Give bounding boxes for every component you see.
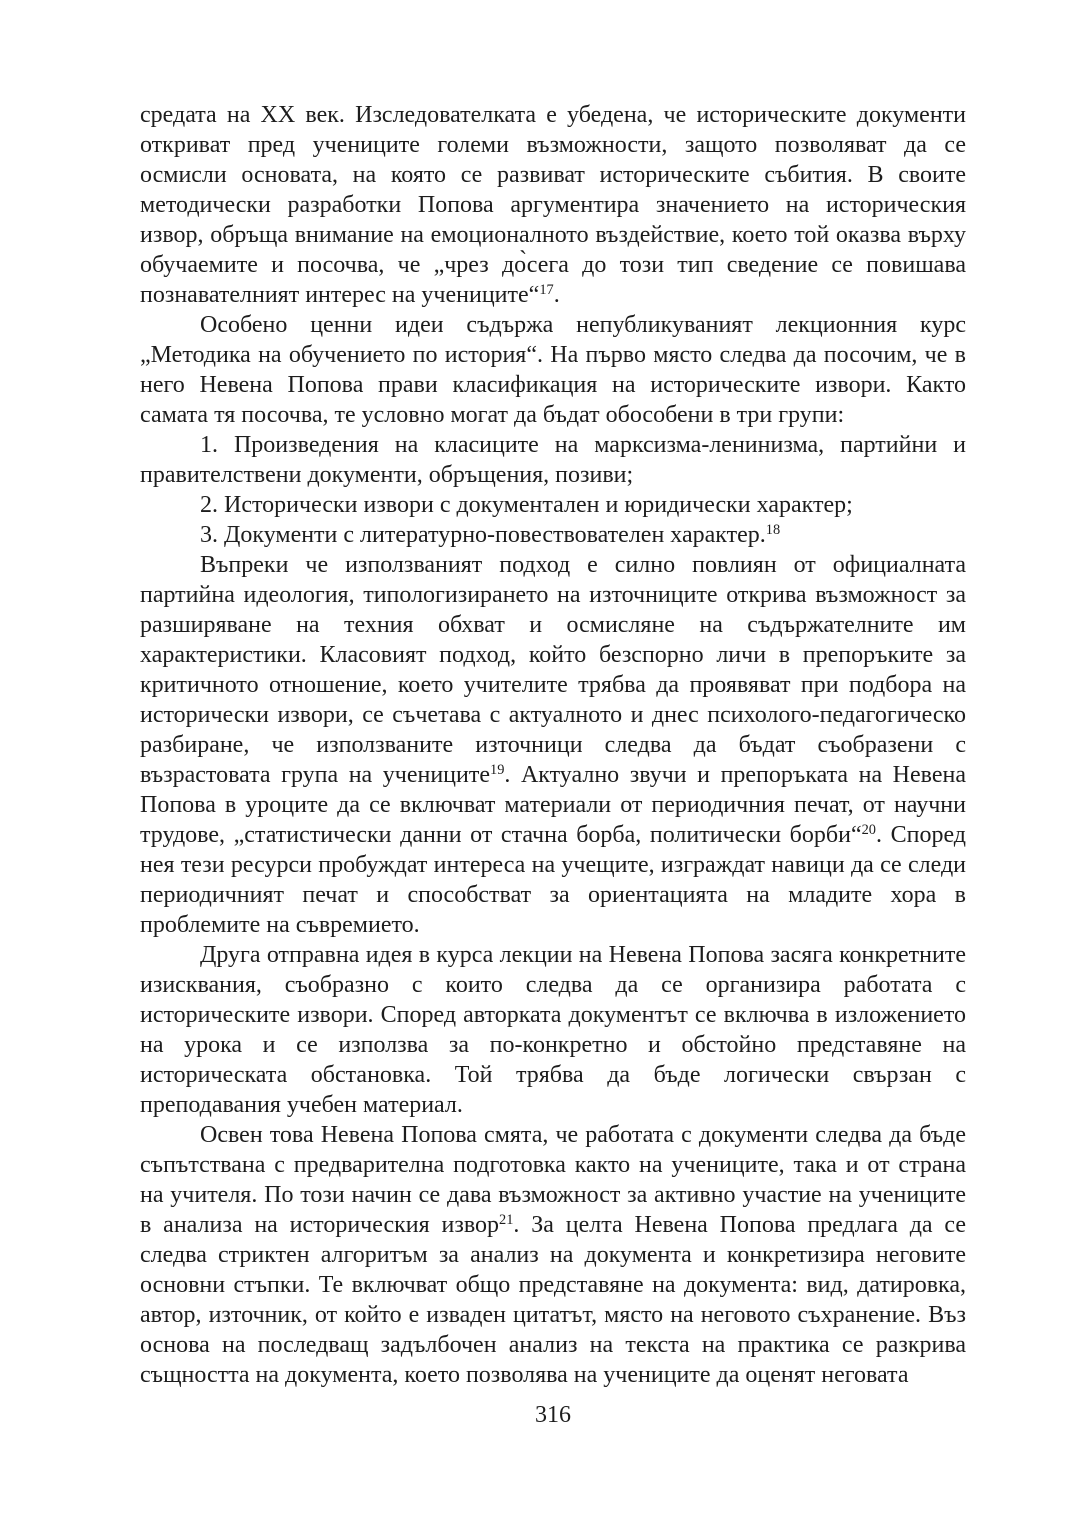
paragraph: Освен това Невена Попова смята, че работата с документи следва да бъде съпътствана с предварителна подготовка както на учениците, така и от страна на учителя. По този начин се дава възможност за активно участие на учениците в анализа на историческия извор$^{21}$. За целта Невена Попова предлага да се следва стриктен алгоритъм за анализ на документа и конкретизира неговите основни стъпки. Те включват общо представяне на документа: вид, датировка, автор, източник, от който е изваден цитатът, място на неговото съхранение. Въз основа на последващ задълбочен анализ на текста на практика се разкрива същността на документа, което позволява на учениците да оценят неговата bbox=[140, 1122, 966, 1388]
paragraph: 3. Документи с литературно-повествователен характер.$^{18}$ bbox=[200, 522, 781, 548]
page-number: 316 bbox=[535, 1402, 571, 1428]
page-text bbox=[140, 100, 966, 1390]
footnote-ref: 19 bbox=[490, 762, 505, 779]
footnote-ref: 18 bbox=[765, 522, 781, 539]
footnote-ref: 20 bbox=[861, 822, 876, 839]
paragraph: средата на ХХ век. Изследователката е убедена, че историческите документи откриват пред учениците големи възможности, защото позволяват да се осмисли основата, на която се развиват историческите събития. В своите методически разработки Попова аргументира значението на историческия извор, обръща внимание на емоционалното въздействие, което той оказва върху обучаемите и посочва, че „чрез до̀сега до този тип сведение се повишава познавателният интерес на учениците“$^{17}$. bbox=[140, 102, 966, 308]
paragraph: 2. Исторически извори с документален и юридически характер; bbox=[200, 492, 853, 518]
paragraph: 1. Произведения на класиците на марксизма-ленинизма, партийни и правителствени документи, обръщения, позиви; bbox=[140, 432, 966, 488]
footnote-ref: 21 bbox=[499, 1212, 514, 1229]
paragraph: Друга отправна идея в курса лекции на Невена Попова засяга конкретните изисквания, съобразно с които следва да се организира работата с историческите извори. Според авторката документът се включва в изложението на урока и се използва за по-конкретно и обстойно представяне на историческата обстановка. Той трябва да бъде логически свързан с преподавания учебен материал. bbox=[140, 942, 966, 1118]
paragraph: Въпреки че използваният подход е силно повлиян от официалната партийна идеология, типологизирането на източниците открива възможност за разширяване на техния обхват и осмисляне на съдържателните им характеристики. Класовият подход, който безспорно личи в препоръките за критичното отношение, което учителите трябва да проявяват при подбора на исторически извори, се съчетава с актуалното и днес психолого-педагогическо разбиране, че използваните източници следва да бъдат съобразени с възрастовата група на учениците$^{19}$. Актуално звучи и препоръката на Невена Попова в уроците да се включват материали от периодичния печат, от научни трудове, „статистически данни от стачна борба, политически борби“$^{20}$. Според нея тези ресурси пробуждат интереса на учещите, изграждат навици да се следи периодичният печат и способстват за ориентацията на младите хора в проблемите на съвремието. bbox=[140, 552, 966, 938]
footnote-ref: 17 bbox=[539, 282, 554, 299]
paragraph: Особено ценни идеи съдържа непубликуваният лекционния курс „Методика на обучението по история“. На първо място следва да посочим, че в него Невена Попова прави класификация на историческите извори. Както самата тя посочва, те условно могат да бъдат обособени в три групи: bbox=[140, 312, 966, 428]
